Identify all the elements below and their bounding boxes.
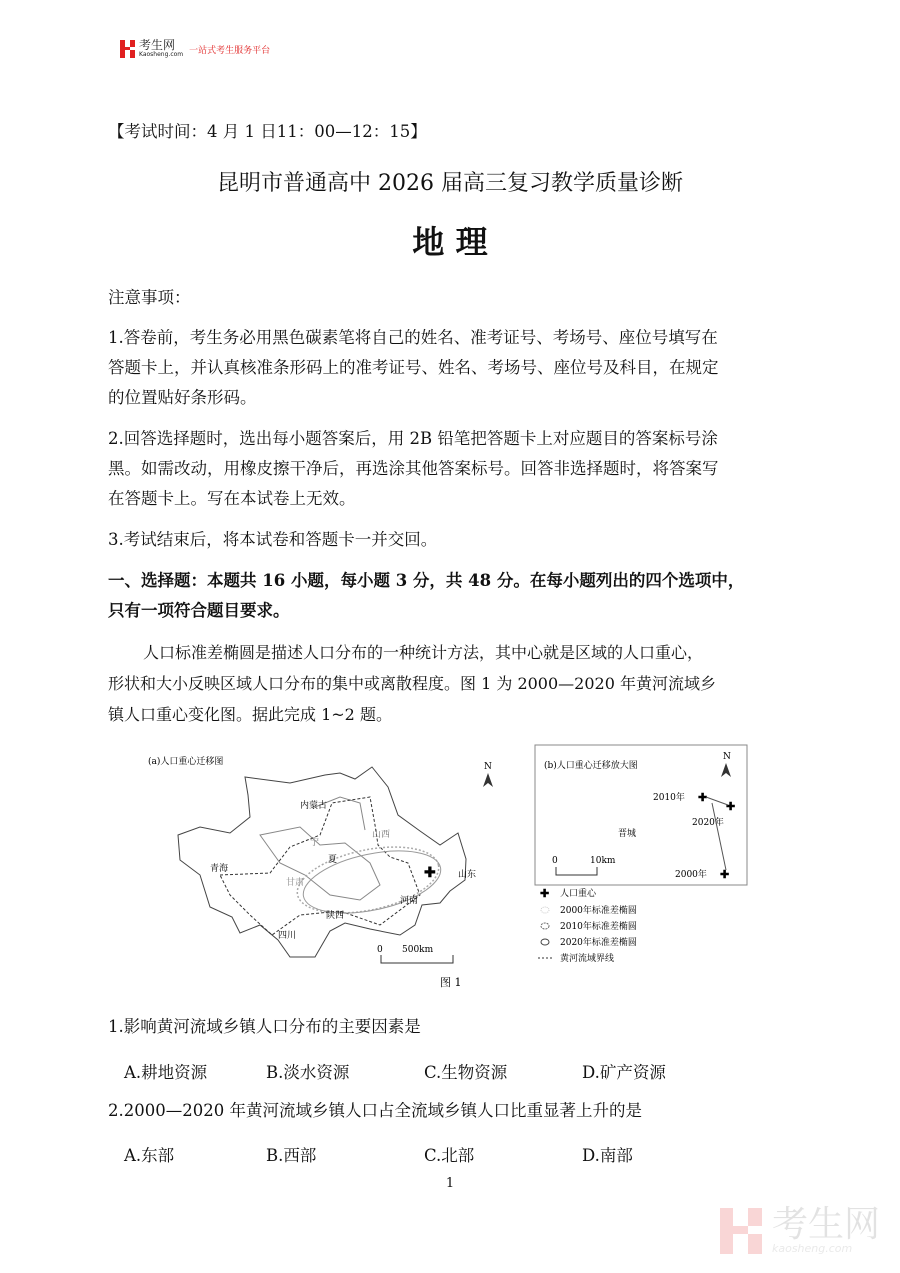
year-label: 2020年 — [692, 818, 724, 828]
province-label: 山西 — [372, 830, 391, 840]
intro-line: 镇人口重心变化图。据此完成 1~2 题。 — [108, 705, 392, 724]
notice-line: 在答题卡上。写在本试卷上无效。 — [108, 489, 356, 508]
scale-bar — [556, 867, 597, 875]
logo-mark-icon — [120, 40, 136, 58]
basin-outline — [178, 767, 466, 957]
north-arrow-icon — [483, 773, 493, 787]
question-1: 1.影响黄河流域乡镇人口分布的主要因素是 — [108, 1017, 421, 1036]
notice-heading: 注意事项： — [108, 288, 191, 307]
scale-label: 10km — [590, 856, 616, 866]
figure-1-map — [140, 735, 760, 995]
q2-option-b: B.西部 — [266, 1146, 317, 1165]
svg-text:黄河流域界线: 黄河流域界线 — [560, 954, 615, 964]
figure-caption: 图 1 — [440, 976, 462, 989]
svg-text:2020年标准差椭圆: 2020年标准差椭圆 — [560, 938, 637, 948]
q1-option-d: D.矿产资源 — [582, 1063, 666, 1082]
svg-text:人口重心: 人口重心 — [560, 889, 597, 899]
province-label: 陕西 — [326, 911, 345, 921]
svg-text:2000年标准差椭圆: 2000年标准差椭圆 — [560, 906, 637, 916]
logo-text: 考生网 Kaosheng.com — [139, 38, 184, 58]
year-label: 2010年 — [653, 793, 685, 803]
notice-line: 2.回答选择题时，选出每小题答案后，用 2B 铅笔把答题卡上对应题目的答案标号涂 — [108, 429, 718, 448]
exam-time: 【考试时间：4 月 1 日11：00—12：15】 — [108, 122, 427, 141]
center-2000-icon: ✚ — [720, 868, 730, 881]
north-label: N — [484, 762, 492, 772]
q1-option-c: C.生物资源 — [424, 1063, 508, 1082]
subject-title: 地 理 — [412, 223, 488, 261]
population-center-icon: ✚ — [424, 865, 436, 881]
section-heading: 只有一项符合题目要求。 — [108, 601, 290, 620]
section-heading: 一、选择题：本题共 16 小题，每小题 3 分，共 48 分。在每小题列出的四个选项中， — [108, 571, 745, 590]
province-label: 青海 — [210, 864, 229, 874]
q1-option-a: A.耕地资源 — [124, 1063, 208, 1082]
center-2010-icon: ✚ — [698, 791, 708, 804]
notice-line: 黑。如需改动，用橡皮擦干净后，再选涂其他答案标号。回答非选择题时，将答案写 — [108, 459, 719, 478]
q1-option-b: B.淡水资源 — [266, 1063, 350, 1082]
page-number: 1 — [445, 1176, 455, 1191]
scale-label: 0 — [377, 945, 383, 955]
province-label: 四川 — [278, 931, 297, 941]
intro-line: 人口标准差椭圆是描述人口分布的一种统计方法，其中心就是区域的人口重心， — [143, 643, 704, 662]
panel-b-title: (b)人口重心迁移放大图 — [544, 761, 638, 771]
north-arrow-icon — [721, 763, 731, 777]
province-label: 宁 — [310, 838, 320, 848]
province-label: 甘肃 — [286, 878, 305, 888]
year-label: 2000年 — [675, 870, 707, 880]
site-logo — [120, 40, 270, 58]
legend — [538, 887, 637, 964]
scale-label: 500km — [402, 945, 434, 955]
notice-line: 1.答卷前，考生务必用黑色碳素笔将自己的姓名、准考证号、考场号、座位号填写在 — [108, 328, 718, 347]
svg-text:2010年标准差椭圆: 2010年标准差椭圆 — [560, 922, 637, 932]
north-label: N — [723, 752, 731, 762]
province-label: 河南 — [400, 896, 419, 906]
province-label: 夏 — [328, 855, 338, 865]
notice-line: 3.考试结束后，将本试卷和答题卡一并交回。 — [108, 530, 438, 549]
notice-line: 答题卡上，并认真核准条形码上的准考证号、姓名、考场号、座位号及科目，在规定 — [108, 358, 719, 377]
q2-option-d: D.南部 — [582, 1146, 633, 1165]
watermark: 考生网 kaosheng.com — [720, 1207, 880, 1255]
exam-title: 昆明市普通高中 2026 届高三复习教学质量诊断 — [217, 171, 683, 196]
province-label: 山东 — [458, 870, 477, 880]
city-label: 晋城 — [618, 829, 637, 839]
q2-option-a: A.东部 — [124, 1146, 175, 1165]
migration-arrows — [706, 797, 728, 870]
logo-slogan: 一站式考生服务平台 — [189, 45, 271, 56]
legend-center-icon: ✚ — [540, 887, 550, 900]
scale-bar — [381, 955, 453, 963]
center-2020-icon: ✚ — [726, 800, 736, 813]
q2-option-c: C.北部 — [424, 1146, 475, 1165]
question-2: 2.2000—2020 年黄河流域乡镇人口占全流域乡镇人口比重显著上升的是 — [108, 1101, 642, 1120]
panel-a-title: (a)人口重心迁移图 — [148, 757, 224, 767]
scale-label: 0 — [552, 856, 558, 866]
province-label: 内蒙古 — [300, 801, 328, 811]
intro-line: 形状和大小反映区域人口分布的集中或离散程度。图 1 为 2000—2020 年黄河流域乡 — [108, 674, 716, 693]
notice-line: 的位置贴好条形码。 — [108, 388, 257, 407]
watermark-logo-icon — [720, 1208, 764, 1254]
